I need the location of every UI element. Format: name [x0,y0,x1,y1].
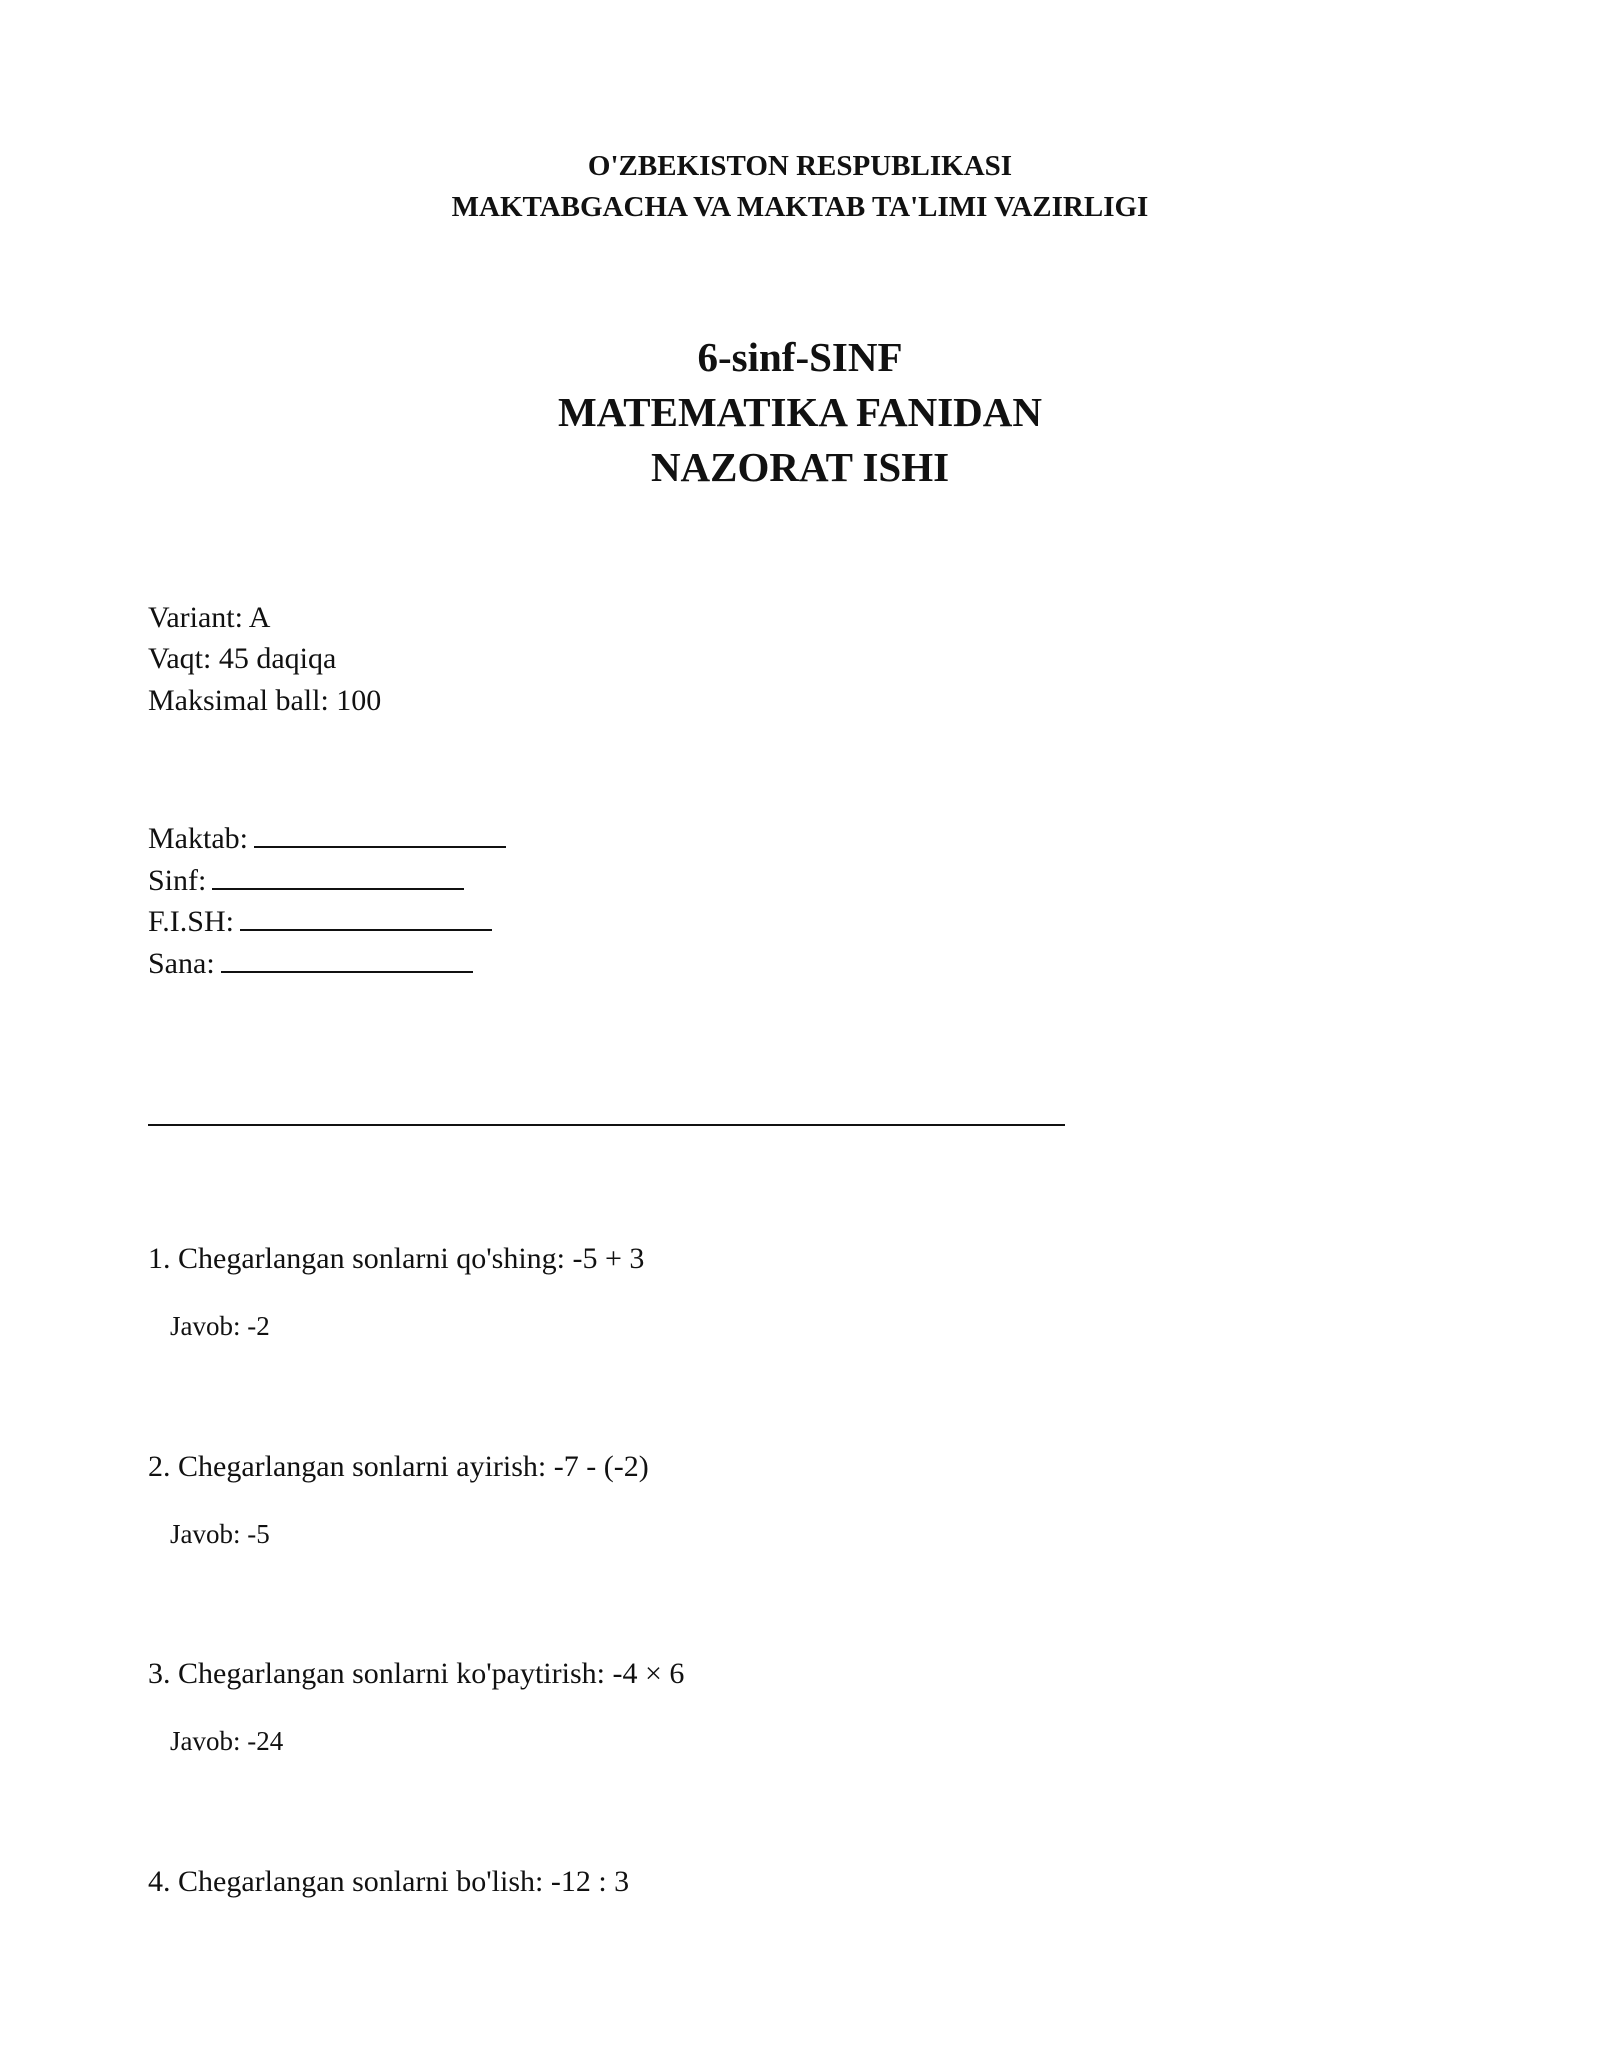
class-blank-line [212,864,464,890]
answer-2: Javob: -5 [170,1519,270,1549]
header-country: O'ZBEKISTON RESPUBLIKASI [587,150,1013,182]
header-ministry: MAKTABGACHA VA MAKTAB TA'LIMI VAZIRLIGI [451,191,1149,223]
question-3: 3. Chegarlangan sonlarni ko'paytirish: -4 × 6 [148,1657,685,1690]
title-grade: 6-sinf-SINF [697,334,903,380]
max-score-label: Maksimal ball: 100 [148,684,382,717]
answer-1: Javob: -2 [170,1311,270,1341]
question-2: 2. Chegarlangan sonlarni ayirish: -7 - (-2) [148,1450,649,1483]
title-test: NAZORAT ISHI [650,444,950,490]
school-blank-line [254,822,506,848]
name-blank-line [240,905,492,931]
question-1: 1. Chegarlangan sonlarni qo'shing: -5 + 3 [148,1242,645,1275]
school-field-label: Maktab: [148,822,248,855]
section-divider [148,1124,1065,1126]
name-field-label: F.I.SH: [148,905,234,938]
class-field-label: Sinf: [148,864,207,897]
question-4: 4. Chegarlangan sonlarni bo'lish: -12 : 3 [148,1865,630,1898]
time-label: Vaqt: 45 daqiqa [148,642,337,675]
class-field [148,860,464,902]
answer-3: Javob: -24 [170,1726,284,1756]
date-blank-line [221,947,473,973]
school-field [148,818,506,860]
date-field-label: Sana: [148,947,215,980]
variant-label: Variant: A [148,601,271,634]
date-field [148,943,473,985]
name-field [148,901,492,943]
title-subject: MATEMATIKA FANIDAN [557,389,1042,435]
